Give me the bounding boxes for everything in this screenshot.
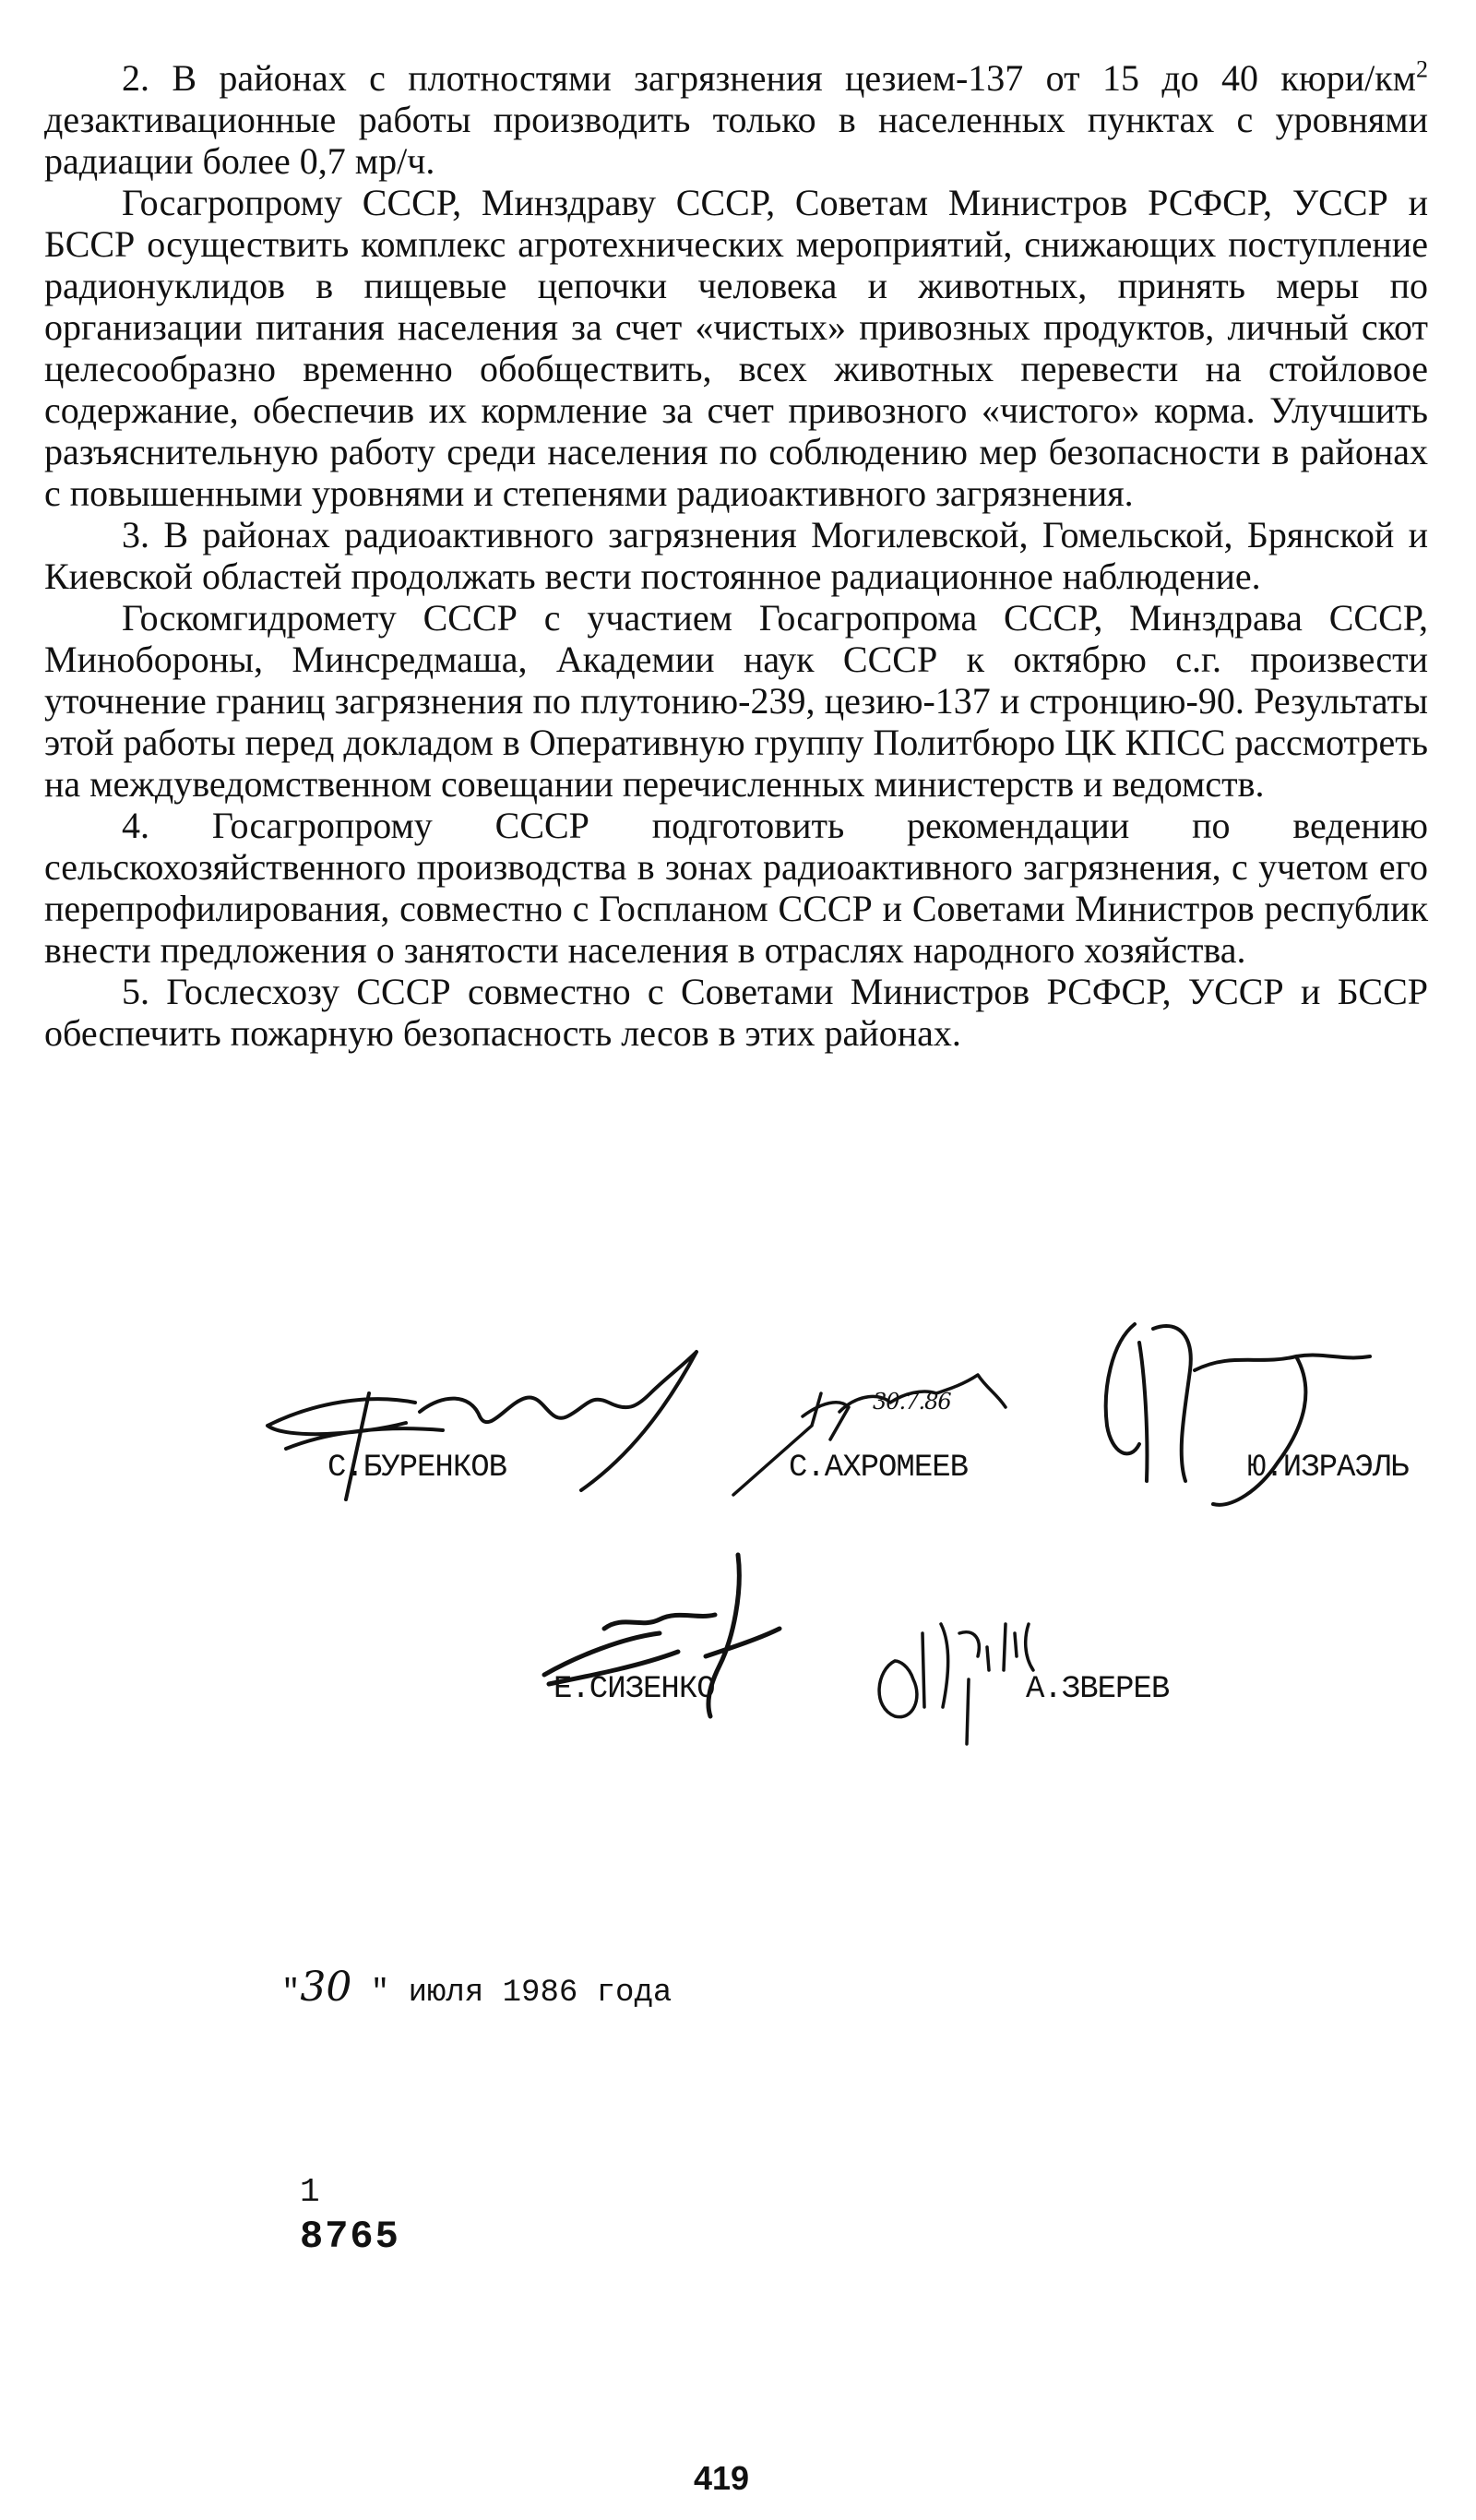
paragraph-item-3: 3. В районах радиоактивного загрязнения Могилевской, Гомельской, Брянской и Киевской областей продолжать вести постоянное радиационное наблюдение. xyxy=(44,514,1428,597)
signature-name-akhromeev: С.АХРОМЕЕВ xyxy=(789,1451,969,1486)
superscript: 2 xyxy=(1416,55,1428,83)
signature-name-izrael: Ю.ИЗРАЭЛЬ xyxy=(1247,1451,1409,1486)
paragraph-item-4: 4. Госагропрому СССР подготовить рекомендации по ведению сельскохозяйственного производства в зонах радиоактивного загрязнения, с учетом его перепрофилирования, совместно с Госпланом СССР и Советами Министров республик внести предложения о занятости населения в отраслях народного хозяйства. xyxy=(44,805,1428,971)
signature-name-sizenko: Е.СИЗЕНКО xyxy=(554,1672,715,1707)
date-month-year: " июля 1986 года xyxy=(351,1976,673,2011)
paragraph-item-2 xyxy=(44,57,1428,182)
paragraph-text: дезактивационные работы производить только в населенных пунктах с уровнями радиации более 0,7 мр/ч. xyxy=(44,99,1428,182)
signature-izrael-scribble xyxy=(1084,1315,1416,1555)
paragraph-gosagroprom-measures: Госагропрому СССР, Минздраву СССР, Советам Министров РСФСР, УССР и БССР осуществить комплекс агротехнических мероприятий, снижающих поступление радионуклидов в пищевые цепочки человека и животных, принять меры по организации питания населения за счет «чистых» привозных продуктов, личный скот целесообразно временно обобществить, всех животных перевести на стойловое содержание, обеспечив их кормление за счет привозного «чистого» корма. Улучшить разъяснительную работу среди населения по соблюдению мер безопасности в районах с повышенными уровнями и степенями радиоактивного загрязнения. xyxy=(44,182,1428,514)
signature-name-zverev: А.ЗВЕРЕВ xyxy=(1026,1672,1170,1707)
date-day-handwritten: 30 xyxy=(300,1964,352,2011)
date-open-quote: " xyxy=(281,1976,301,2011)
paragraph-goskomgidromet: Госкомгидромету СССР с участием Госагропрома СССР, Минздрава СССР, Минобороны, Минсредмаша, Академии наук СССР к октябрю с.г. произвести уточнение границ загрязнения по плутонию-239, цезию-137 и стронцию-90. Результаты этой работы перед докладом в Оперативную группу Политбюро ЦК КПСС рассмотреть на междуведомственном совещании перечисленных министерств и ведомств. xyxy=(44,597,1428,805)
signature-akhromeev-date: 30.7.86 xyxy=(873,1389,951,1415)
signature-burenkov-scribble xyxy=(231,1338,747,1523)
document-body xyxy=(44,57,1428,1054)
signature-sizenko-scribble xyxy=(521,1536,816,1739)
paragraph-item-5: 5. Гослесхозу СССР совместно с Советами Министров РСФСР, УССР и БССР обеспечить пожарную безопасность лесов в этих районах. xyxy=(44,971,1428,1054)
date-line xyxy=(281,1964,672,2011)
signature-name-burenkov: С.БУРЕНКОВ xyxy=(327,1451,507,1486)
document-registration-number: 8765 xyxy=(300,2215,400,2259)
signature-akhromeev-scribble xyxy=(720,1338,1033,1523)
page-number: 419 xyxy=(694,2459,750,2497)
copy-number: 1 xyxy=(300,2173,320,2211)
paragraph-text: 2. В районах с плотностями загрязнения цезием-137 от 15 до 40 кюри/км xyxy=(122,57,1416,99)
signature-zverev-scribble xyxy=(858,1569,1079,1753)
